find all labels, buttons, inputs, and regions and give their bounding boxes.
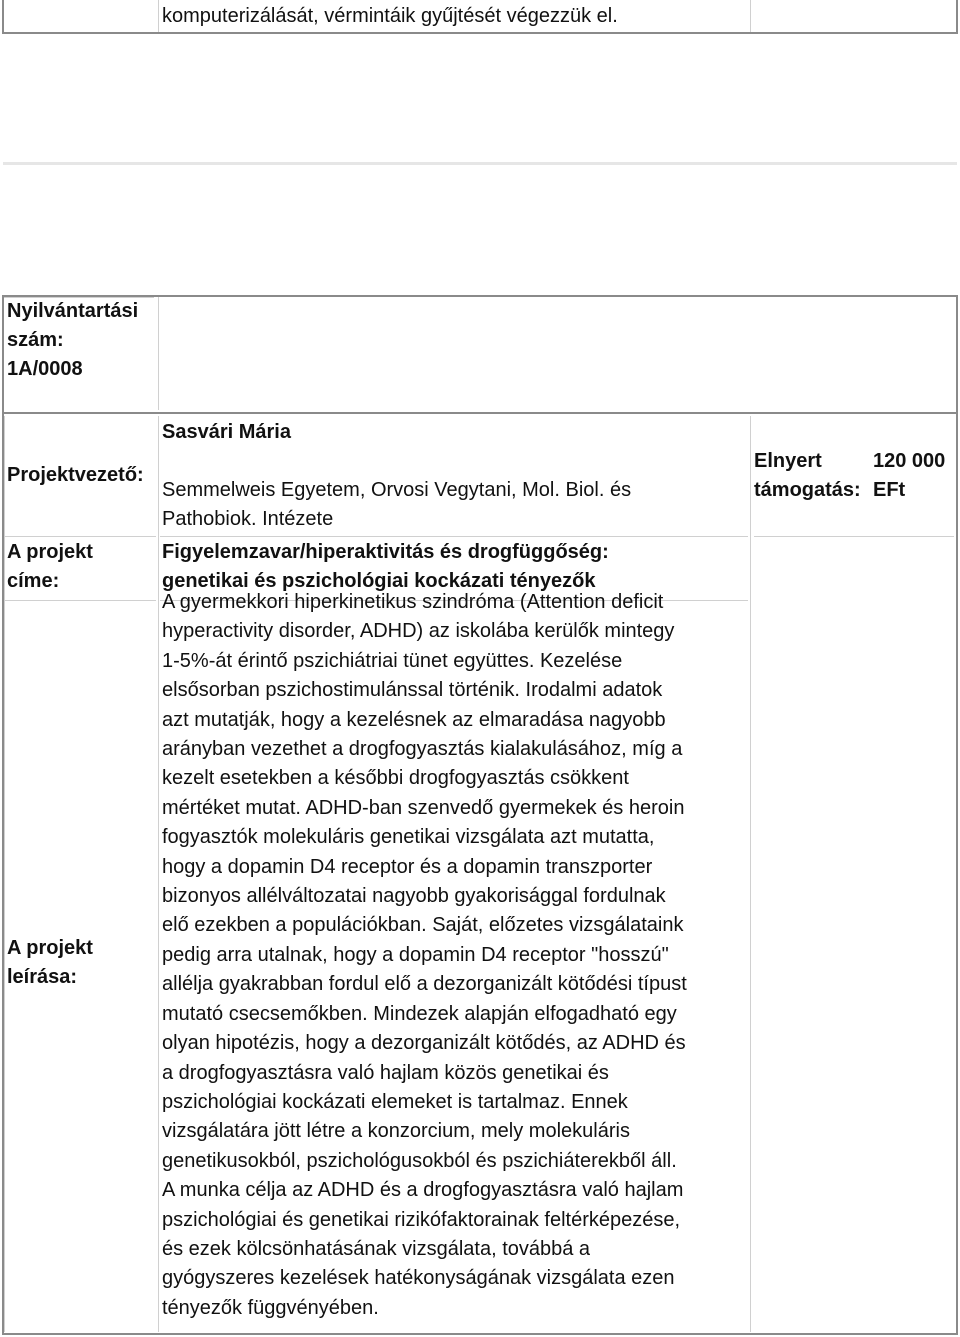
description-line: mértéket mutat. ADHD-ban szenvedő gyermekek és heroin [162, 796, 685, 819]
description-line: fogyasztók molekuláris genetikai vizsgálata azt mutatta, [162, 826, 655, 849]
award-value: EFt [873, 479, 906, 501]
registration-line: 1A/0008 [7, 358, 83, 380]
registration-line: szám: [7, 329, 64, 351]
description-line: allélja gyakrabban fordul elő a dezorganizált kötődési típust [162, 973, 687, 996]
project-title: genetikai és pszichológiai kockázati tényezők [162, 570, 596, 592]
description-line: a drogfogyasztásra való hajlam közös genetikai és [162, 1061, 609, 1084]
project-description [162, 588, 752, 1323]
description-line: A gyermekkori hiperkinetikus szindróma (Attention deficit [162, 591, 664, 613]
description-line: olyan hipotézis, hogy a dezorganizált kötődés, az ADHD és [162, 1032, 686, 1055]
description-line: tényezők függvényében. [162, 1296, 379, 1319]
description-line: és ezek kölcsönhatásának vizsgálata, továbbá a [162, 1237, 591, 1260]
description-line: arányban vezethet a drogfogyasztás kialakulásához, míg a [162, 738, 683, 761]
institution-line: Pathobiok. Intézete [162, 508, 334, 530]
separator-rule [3, 162, 957, 165]
description-line: elsősorban pszichostimulánssal történik. Irodalmi adatok [162, 679, 663, 702]
description-line: bizonyos allélváltozatai nagyobb gyakorisággal fordulnak [162, 885, 666, 908]
description-line: vizsgálatára jött létre a konzorcium, mely molekuláris [162, 1120, 630, 1143]
description-line: A munka célja az ADHD és a drogfogyasztásra való hajlam [162, 1179, 684, 1202]
description-line: hogy a dopamin D4 receptor és a dopamin transzporter [162, 855, 653, 878]
award-label: Elnyert [754, 450, 822, 472]
description-label: leírása: [7, 966, 78, 988]
description-line: 1-5%-át érintő pszichiátriai tünet együttes. Kezelése [162, 649, 623, 672]
registration-line: Nyilvántartási [7, 300, 139, 322]
previous-record-text: komputerizálását, vérmintáik gyűjtését végezzük el. [162, 5, 618, 27]
leader-name: Sasvári Mária [162, 421, 291, 443]
description-line: azt mutatják, hogy a kezelésnek az elmaradása nagyobb [162, 708, 666, 731]
description-label: A projekt [7, 937, 93, 959]
description-line: pedig arra utalnak, hogy a dopamin D4 receptor "hosszú" [162, 943, 669, 966]
award-label: támogatás: [754, 479, 861, 501]
description-line: pszichológiai kockázati elemeket is tartalmaz. Ennek [162, 1090, 628, 1113]
description-line: gyógyszeres kezelések hatékonyságának vizsgálata ezen [162, 1267, 675, 1290]
leader-label: Projektvezető: [7, 464, 144, 486]
description-line: kezelt esetekben a későbbi drogfogyasztás csökkent [162, 767, 629, 790]
description-line: genetikusokból, pszichológusokból és pszichiáterekből áll. [162, 1149, 677, 1172]
title-label: A projekt [7, 541, 93, 563]
description-line: mutató csecsemőkben. Mindezek alapján elfogadható egy [162, 1002, 677, 1025]
title-label: címe: [7, 570, 60, 592]
institution-line: Semmelweis Egyetem, Orvosi Vegytani, Mol. Biol. és [162, 479, 632, 501]
description-line: hyperactivity disorder, ADHD) az iskolába kerülők mintegy [162, 620, 675, 643]
description-line: elő ezekben a populációkban. Saját, előzetes vizsgálataink [162, 914, 684, 937]
project-title: Figyelemzavar/hiperaktivitás és drogfüggőség: [162, 541, 609, 563]
award-value: 120 000 [873, 450, 946, 472]
description-line: pszichológiai és genetikai rizikófaktorainak feltérképezése, [162, 1208, 681, 1231]
